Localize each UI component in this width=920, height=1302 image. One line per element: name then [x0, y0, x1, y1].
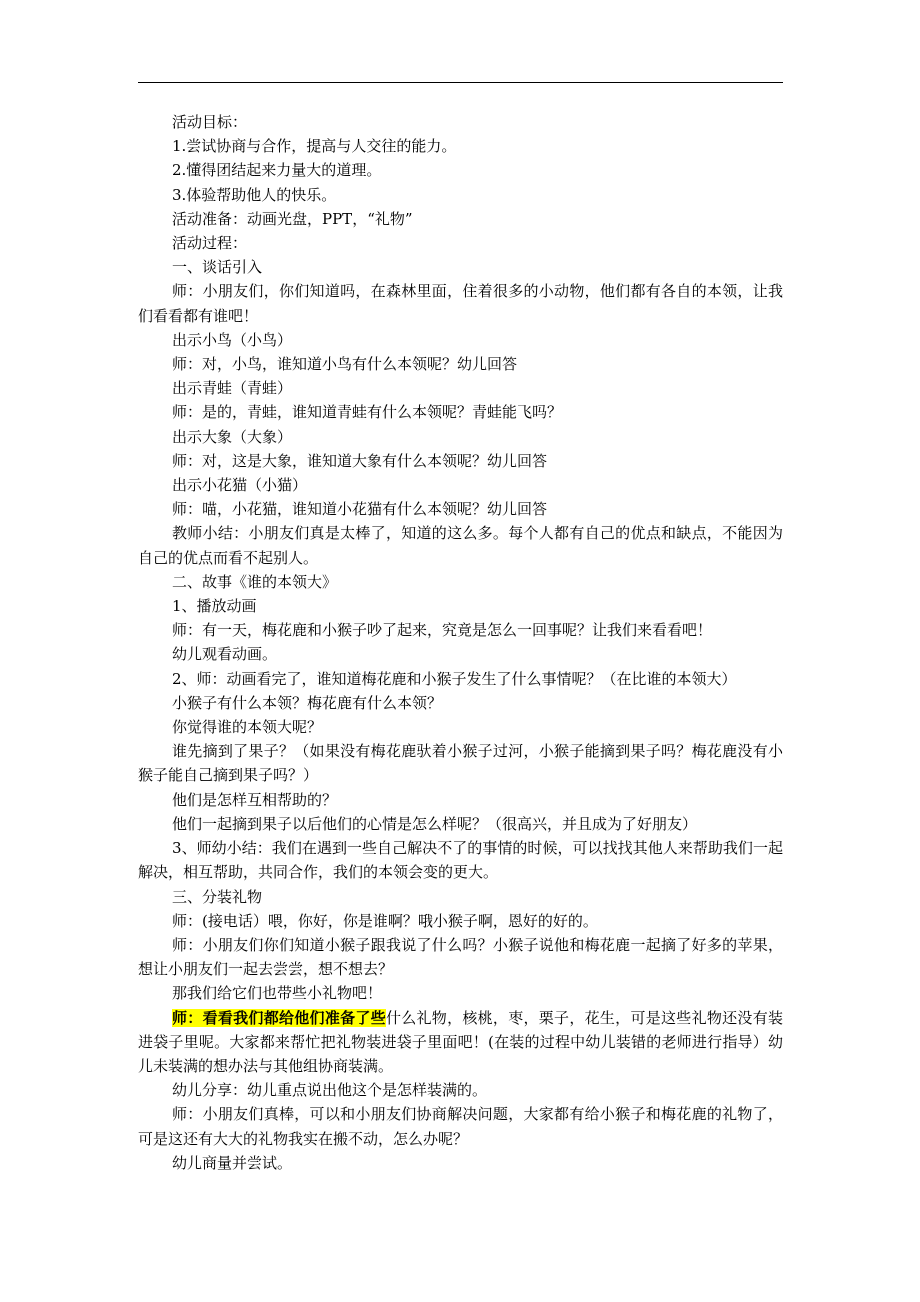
paragraph: 幼儿观看动画。 [172, 645, 278, 664]
highlight-paragraph-rest: 什么礼物，核桃，枣，栗子，花生，可是这些礼物还没有装进袋子里呢。大家都来帮忙把礼物装进袋子里面吧！(在装的过程中幼儿装错的老师进行指导）幼儿未装满的想办法与其他组协商装满。 [138, 1008, 783, 1075]
paragraph: 出示大象（大象） [172, 427, 293, 446]
paragraph: 2、师：动画看完了，谁知道梅花鹿和小猴子发生了什么事情呢？（在比谁的本领大） [172, 669, 737, 688]
paragraph: 出示小花猫（小猫） [172, 476, 308, 495]
paragraph: 师：是的，青蛙，谁知道青蛙有什么本领呢？青蛙能飞吗？ [172, 403, 563, 422]
paragraph: 师：对，这是大象，谁知道大象有什么本领呢？幼儿回答 [172, 451, 548, 470]
paragraph: 出示青蛙（青蛙） [172, 379, 293, 398]
paragraph: 他们一起摘到果子以后他们的心情是怎么样呢？（很高兴，并且成为了好朋友） [172, 814, 698, 833]
highlight-paragraph [138, 1006, 783, 1079]
goal-item: 1.尝试协商与合作，提高与人交往的能力。 [172, 137, 457, 156]
paragraph: 师：有一天，梅花鹿和小猴子吵了起来，究竟是怎么一回事呢？让我们来看看吧！ [172, 621, 713, 640]
paragraph: 师：小朋友们，你们知道吗，在森林里面，住着很多的小动物，他们都有各自的本领，让我们看看都有谁吧！ [138, 282, 783, 325]
section-heading: 二、故事《谁的本领大》 [172, 572, 338, 591]
paragraph: 师：喵，小花猫，谁知道小花猫有什么本领呢？幼儿回答 [172, 500, 548, 519]
goal-item: 3.体验帮助他人的快乐。 [172, 185, 337, 204]
paragraph: 出示小鸟（小鸟） [172, 330, 293, 349]
section-label-preparation: 活动准备：动画光盘，PPT，“礼物” [172, 209, 413, 228]
paragraph: 师：对，小鸟，谁知道小鸟有什么本领呢？幼儿回答 [172, 355, 518, 374]
paragraph: 师：(接电话）喂，你好，你是谁啊？哦小猴子啊，恩好的好的。 [172, 911, 598, 930]
paragraph: 那我们给它们也带些小礼物吧！ [172, 984, 383, 1003]
header-rule [138, 82, 783, 83]
highlighted-text: 师：看看我们都给他们准备了些 [172, 1008, 386, 1027]
section-heading: 三、分装礼物 [172, 887, 263, 906]
paragraph: 幼儿商量并尝试。 [172, 1153, 293, 1172]
section-label-goals: 活动目标： [172, 113, 248, 131]
paragraph: 3、师幼小结：我们在遇到一些自己解决不了的事情的时候，可以找找其他人来帮助我们一起解决，相互帮助，共同合作，我们的本领会变的更大。 [138, 839, 783, 882]
paragraph: 小猴子有什么本领？梅花鹿有什么本领？ [172, 693, 443, 712]
section-heading: 一、谈话引入 [172, 258, 263, 277]
goal-item: 2.懂得团结起来力量大的道理。 [172, 161, 382, 180]
paragraph: 你觉得谁的本领大呢？ [172, 718, 323, 737]
paragraph: 他们是怎样互相帮助的？ [172, 790, 338, 809]
paragraph: 幼儿分享：幼儿重点说出他这个是怎样装满的。 [172, 1081, 488, 1100]
paragraph: 教师小结：小朋友们真是太棒了，知道的这么多。每个人都有自己的优点和缺点，不能因为自己的优点而看不起别人。 [138, 524, 783, 567]
paragraph: 师：小朋友们你们知道小猴子跟我说了什么吗？小猴子说他和梅花鹿一起摘了好多的苹果，想让小朋友们一起去尝尝，想不想去？ [138, 935, 783, 979]
section-label-process: 活动过程： [172, 234, 248, 253]
document-body [138, 110, 783, 1175]
paragraph: 1、播放动画 [172, 597, 257, 616]
paragraph: 师：小朋友们真棒，可以和小朋友们协商解决问题，大家都有给小猴子和梅花鹿的礼物了，可是这还有大大的礼物我实在搬不动，怎么办呢？ [138, 1105, 783, 1148]
paragraph: 谁先摘到了果子？（如果没有梅花鹿驮着小猴子过河，小猴子能摘到果子吗？梅花鹿没有小猴子能自己摘到果子吗？） [138, 742, 783, 785]
